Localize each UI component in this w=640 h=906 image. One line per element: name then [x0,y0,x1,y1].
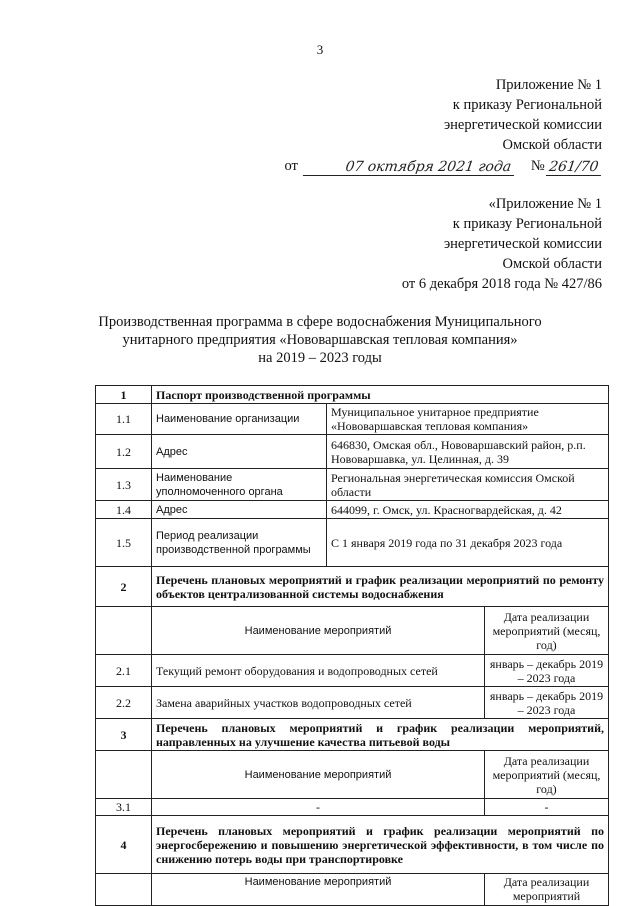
order-date-line [284,155,602,176]
section-row [96,816,609,874]
event-name-header: Наименование мероприятий [152,607,485,655]
appendix-header [284,75,602,176]
table-row [96,687,609,719]
title-line: Производственная программа в сфере водоснабжения Муниципального [98,314,542,330]
section-number: 2 [96,567,152,607]
date-prefix: от [284,158,298,174]
column-header-row [96,607,609,655]
row-number: 2.2 [96,687,152,719]
appendix-line: энергетической комиссии [443,236,602,252]
table-row [96,501,609,519]
event-name-header: Наименование мероприятий [152,751,485,799]
table-row [96,435,609,469]
event-date-header: Дата реализации мероприятий (месяц, год) [485,607,609,655]
title-line: унитарного предприятия «Нововаршавская тепловая компания» [122,332,518,348]
row-label: Наименование организации [152,404,327,435]
section-row [96,567,609,607]
row-value: 644099, г. Омск, ул. Красногвардейская, д. 42 [327,501,609,519]
previous-appendix-header [402,194,602,294]
appendix-line: от 6 декабря 2018 года № 427/86 [401,276,602,292]
row-number: 1.2 [96,435,152,469]
row-value: С 1 января 2019 года по 31 декабря 2023 года [327,519,609,567]
event-name-header: Наименование мероприятий [152,874,485,906]
table-row [96,469,609,501]
section-title: Перечень плановых мероприятий и график реализации мероприятий по энергосбережению и повышению энергетической эффективности, в том числе по снижению потерь воды при транспортировке [152,816,609,874]
section-title: Перечень плановых мероприятий и график реализации мероприятий по ремонту объектов централизованной системы водоснабжения [152,567,609,607]
column-header-row [96,874,609,906]
section-row [96,386,609,404]
event-date: январь – декабрь 2019 – 2023 года [485,655,609,687]
table-row [96,655,609,687]
row-label: Адрес [152,435,327,469]
event-name: - [152,799,485,816]
event-date: - [485,799,609,816]
appendix-line: к приказу Региональной [452,216,602,232]
appendix-line: к приказу Региональной [452,97,602,113]
row-value: Муниципальное унитарное предприятие «Нововаршавская тепловая компания» [327,404,609,435]
empty-cell [96,874,152,906]
row-number: 3.1 [96,799,152,816]
empty-cell [96,751,152,799]
number-prefix: № [530,158,545,174]
row-number: 2.1 [96,655,152,687]
section-number: 4 [96,816,152,874]
row-value: Региональная энергетическая комиссия Омской области [327,469,609,501]
row-value: 646830, Омская обл., Нововаршавский район, р.п. Нововаршавка, ул. Целинная, д. 39 [327,435,609,469]
row-label: Адрес [152,501,327,519]
appendix-line: «Приложение № 1 [488,196,602,212]
event-name: Текущий ремонт оборудования и водопроводных сетей [152,655,485,687]
event-name: Замена аварийных участков водопроводных сетей [152,687,485,719]
section-title: Паспорт производственной программы [152,386,609,404]
appendix-line: Омской области [502,137,602,153]
row-label: Период реализации производственной программы [152,519,327,567]
appendix-line: энергетической комиссии [443,117,602,133]
table-row [96,519,609,567]
empty-cell [96,607,152,655]
section-row [96,719,609,751]
event-date-header: Дата реализации мероприятий (месяц, год) [485,751,609,799]
page-number: 3 [316,42,324,57]
event-date: январь – декабрь 2019 – 2023 года [485,687,609,719]
appendix-line: Омской области [502,256,602,272]
event-date-header: Дата реализации мероприятий [485,874,609,906]
column-header-row [96,751,609,799]
row-number: 1.3 [96,469,152,501]
handwritten-date: 07 октября 2021 года [303,160,516,176]
row-number: 1.4 [96,501,152,519]
section-number: 1 [96,386,152,404]
document-title [0,313,640,367]
appendix-line: Приложение № 1 [495,77,602,93]
row-number: 1.5 [96,519,152,567]
production-program-table [95,385,609,906]
section-number: 3 [96,719,152,751]
row-number: 1.1 [96,404,152,435]
table-row [96,404,609,435]
section-title: Перечень плановых мероприятий и график реализации мероприятий, направленных на улучшение качества питьевой воды [152,719,609,751]
handwritten-number: 261/70 [546,160,604,176]
title-line: на 2019 – 2023 годы [258,350,382,366]
row-label: Наименование уполномоченного органа [152,469,327,501]
table-row [96,799,609,816]
